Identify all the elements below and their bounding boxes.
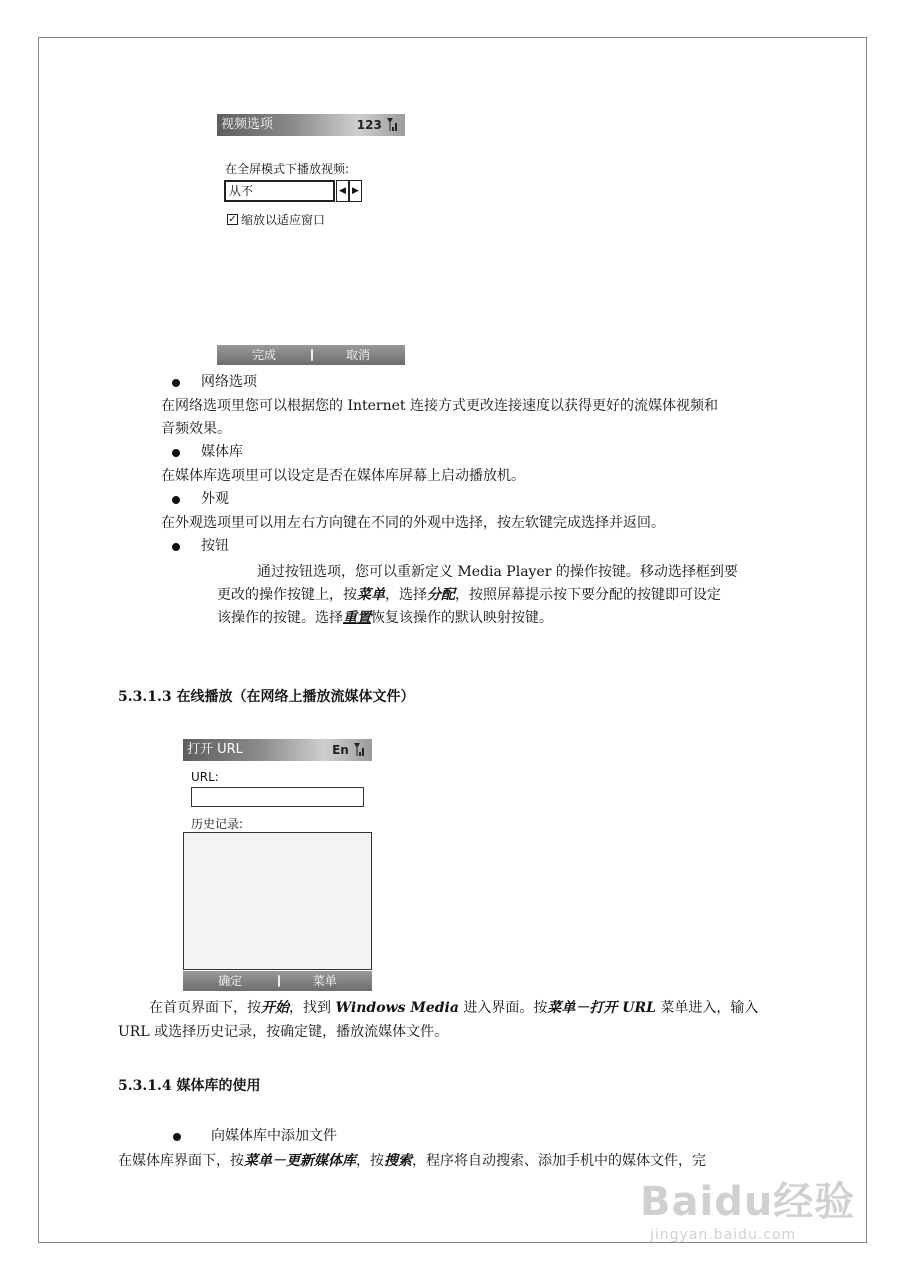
appearance-title: 外观 (201, 491, 229, 507)
start-term: 开始 (261, 1000, 289, 1016)
search-term: 搜索 (384, 1153, 412, 1169)
title-bar (217, 114, 405, 136)
buttons-text-line2 (217, 584, 721, 607)
reset-term: 重置 (343, 610, 371, 626)
page-border (38, 37, 867, 1243)
online-play-text-line1 (149, 997, 758, 1020)
ok-soft-key[interactable]: 确定 (218, 974, 243, 988)
screen-title: 打开 URL (187, 742, 243, 757)
combo-left-arrow-icon[interactable]: ◀ (336, 180, 349, 202)
section-heading-online-play: 5.3.1.3 在线播放（在网络上播放流媒体文件） (118, 689, 415, 705)
text-run: 菜单进入，输入 (655, 1000, 759, 1016)
soft-key-bar (217, 345, 405, 365)
scale-to-fit-checkbox[interactable]: ✓ (228, 214, 237, 225)
url-input-value (192, 792, 195, 806)
add-files-text (118, 1150, 706, 1173)
fullscreen-label: 在全屏模式下播放视频: (225, 162, 350, 176)
add-files-title: 向媒体库中添加文件 (211, 1128, 337, 1144)
combo-right-arrow-icon[interactable]: ▶ (349, 180, 362, 202)
history-label: 历史记录: (191, 817, 244, 831)
bullet-library (172, 449, 180, 457)
soft-key-bar (183, 971, 372, 991)
library-text: 在媒体库选项里可以设定是否在媒体库屏幕上启动播放机。 (161, 468, 525, 484)
video-options-screenshot (217, 114, 405, 365)
url-input[interactable] (191, 787, 364, 807)
buttons-text-line3 (217, 607, 553, 630)
title-bar (183, 739, 372, 761)
windows-media-term: Windows Media (335, 1000, 459, 1016)
text-run: ，找到 (289, 1000, 336, 1016)
bullet-network (172, 379, 180, 387)
network-text-line1: 在网络选项里您可以根据您的 Internet 连接方式更改连接速度以获得更好的流媒体视频和 (161, 398, 718, 414)
screen-title: 视频选项 (221, 117, 274, 132)
assign-term: 分配 (427, 587, 455, 603)
buttons-text-line1: 通过按钮选项，您可以重新定义 Media Player 的操作按键。移动选择框到要 (257, 564, 738, 580)
text-run: 恢复该操作的默认映射按键。 (371, 610, 553, 626)
text-run: 更改的操作按键上，按 (217, 587, 357, 603)
watermark-url: jingyan.baidu.com (650, 1227, 797, 1243)
menu-open-url-term: 菜单－打开 URL (547, 1000, 656, 1016)
status-indicator (357, 114, 399, 136)
text-run: ，程序将自动搜索、添加手机中的媒体文件，完 (412, 1153, 706, 1169)
menu-update-library-term: 菜单－更新媒体库 (244, 1153, 356, 1169)
text-run: 该操作的按键。选择 (217, 610, 343, 626)
signal-icon (354, 743, 366, 756)
text-run: 在媒体库界面下，按 (118, 1153, 244, 1169)
section-heading-media-library: 5.3.1.4 媒体库的使用 (118, 1078, 261, 1094)
buttons-title: 按钮 (201, 538, 229, 554)
status-indicator (332, 739, 366, 761)
text-run: ，按照屏幕提示按下要分配的按键即可设定 (455, 587, 721, 603)
cancel-soft-key[interactable]: 取消 (345, 348, 370, 362)
menu-term: 菜单 (357, 587, 385, 603)
bullet-appearance (172, 496, 180, 504)
network-text-line2: 音频效果。 (161, 421, 231, 437)
text-run: 进入界面。按 (458, 1000, 548, 1016)
bullet-buttons (172, 543, 180, 551)
network-title: 网络选项 (201, 374, 257, 390)
text-run: ，按 (356, 1153, 384, 1169)
done-soft-key[interactable]: 完成 (251, 348, 276, 362)
fullscreen-combo[interactable]: 从不 (224, 180, 335, 202)
menu-soft-key[interactable]: 菜单 (312, 974, 337, 988)
input-mode-text: 123 (356, 118, 382, 132)
input-mode-text: En (332, 743, 349, 757)
open-url-screenshot (183, 739, 372, 991)
text-run: 在首页界面下，按 (149, 1000, 261, 1016)
appearance-text: 在外观选项里可以用左右方向键在不同的外观中选择，按左软键完成选择并返回。 (161, 515, 665, 531)
scale-to-fit-label: 缩放以适应窗口 (241, 213, 326, 227)
url-label: URL: (191, 770, 219, 784)
history-list[interactable] (183, 832, 372, 970)
text-run: ，选择 (385, 587, 427, 603)
online-play-text-line2: URL 或选择历史记录，按确定键，播放流媒体文件。 (118, 1024, 449, 1040)
watermark-logo: Baidu经验 (640, 1179, 856, 1225)
library-title: 媒体库 (201, 444, 243, 460)
signal-icon (387, 118, 399, 131)
baidu-jingyan-watermark (640, 1170, 855, 1243)
bullet-add-files (173, 1133, 181, 1141)
